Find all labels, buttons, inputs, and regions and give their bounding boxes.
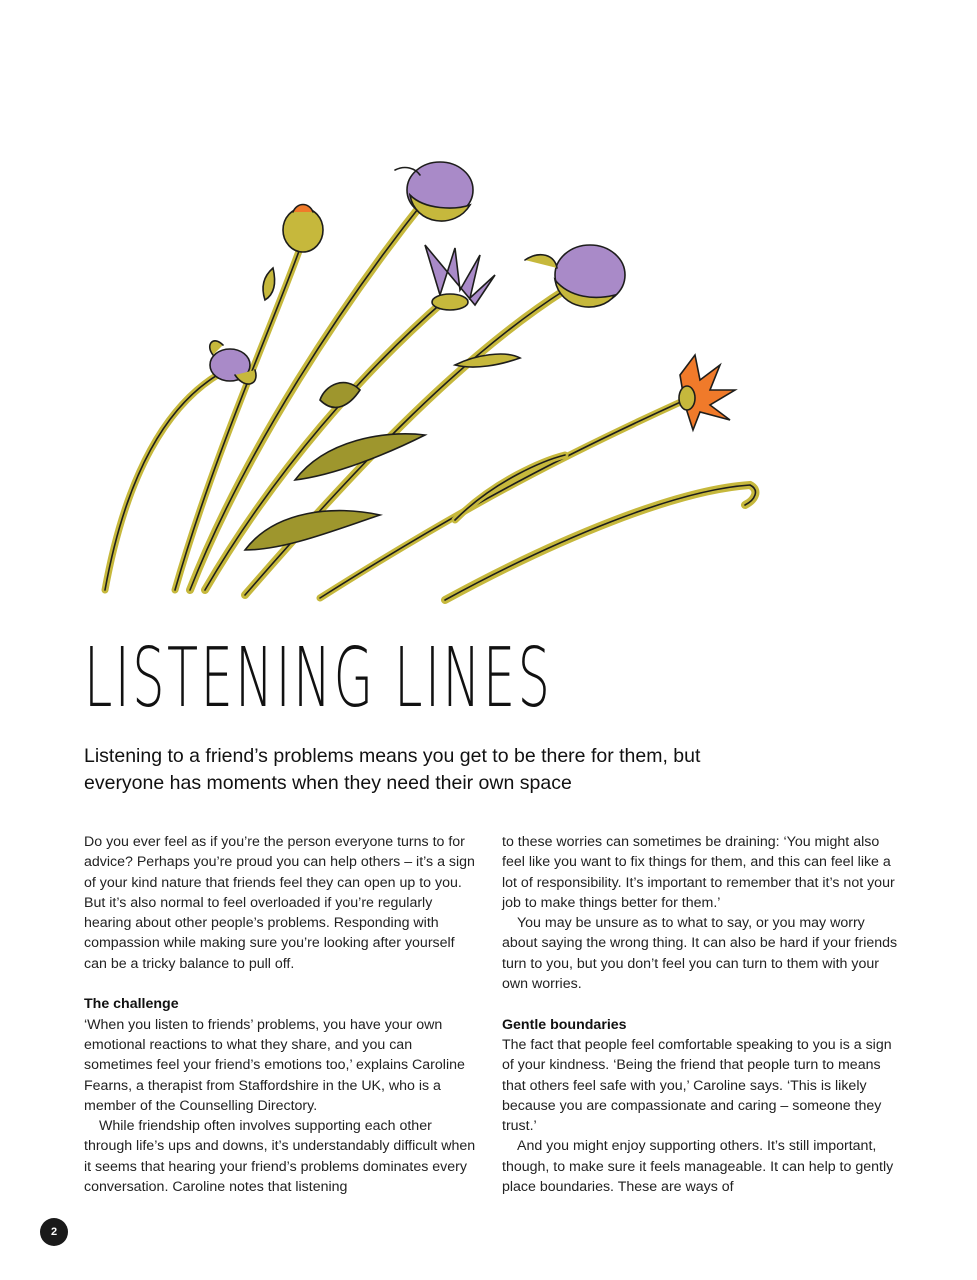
- section-heading-challenge: The challenge: [84, 996, 179, 1013]
- page-title: LISTENING LINES: [84, 631, 553, 726]
- page-number-badge: [40, 1218, 68, 1246]
- body-paragraph: And you might enjoy supporting others. It’s still important, though, to make sure it feels manageable. It can help to gently place boundaries. These are ways of: [502, 1138, 894, 1196]
- body-paragraph: You may be unsure as to what to say, or you may worry about saying the wrong thing. It can also be hard if your friends turn to you, but you don’t feel you can turn to them with your own worries.: [502, 915, 898, 993]
- left-column: [84, 832, 479, 1197]
- section-heading-boundaries: Gentle boundaries: [502, 1016, 627, 1033]
- right-column: [502, 832, 902, 1197]
- standfirst: Listening to a friend’s problems means you get to be there for them, but everyone has moments when they need their own space: [84, 745, 701, 794]
- intro-paragraph: Do you ever feel as if you’re the person everyone turns to for advice? Perhaps you’re proud you can help others – it’s a sign of your kind nature that friends feel they can open up to you. But it’s also normal to feel overloaded if you’re regularly hearing about other people’s problems. Responding with compassion while making sure you’re looking after yourself can be a tricky balance to pull off.: [84, 834, 475, 972]
- body-paragraph: ‘When you listen to friends’ problems, you have your own emotional reactions to what they share, and you can sometimes feel your friend’s emotions too,’ explains Caroline Fearns, a therapist from Staffordshire in the UK, who is a member of the Counselling Directory.: [84, 1016, 465, 1114]
- page-number: 2: [50, 1226, 58, 1238]
- flowers-illustration: [95, 150, 765, 610]
- body-paragraph: to these worries can sometimes be draining: ‘You might also feel like you want to fix things for them, and this can feel like a lot of responsibility. It’s important to remember that it’s not your job to make things better for them.’: [502, 834, 895, 911]
- body-paragraph: The fact that people feel comfortable speaking to you is a sign of your kindness. ‘Being the friend that people turn to means that others feel safe with you,’ Caroline says. ‘This is likely because you are compassionate and caring – someone they trust.’: [502, 1036, 892, 1135]
- body-paragraph: While friendship often involves supporting each other through life’s ups and downs, it’s understandably difficult when it seems that hearing your friend’s problems dominates every conversation. Caroline notes that listening: [84, 1118, 476, 1196]
